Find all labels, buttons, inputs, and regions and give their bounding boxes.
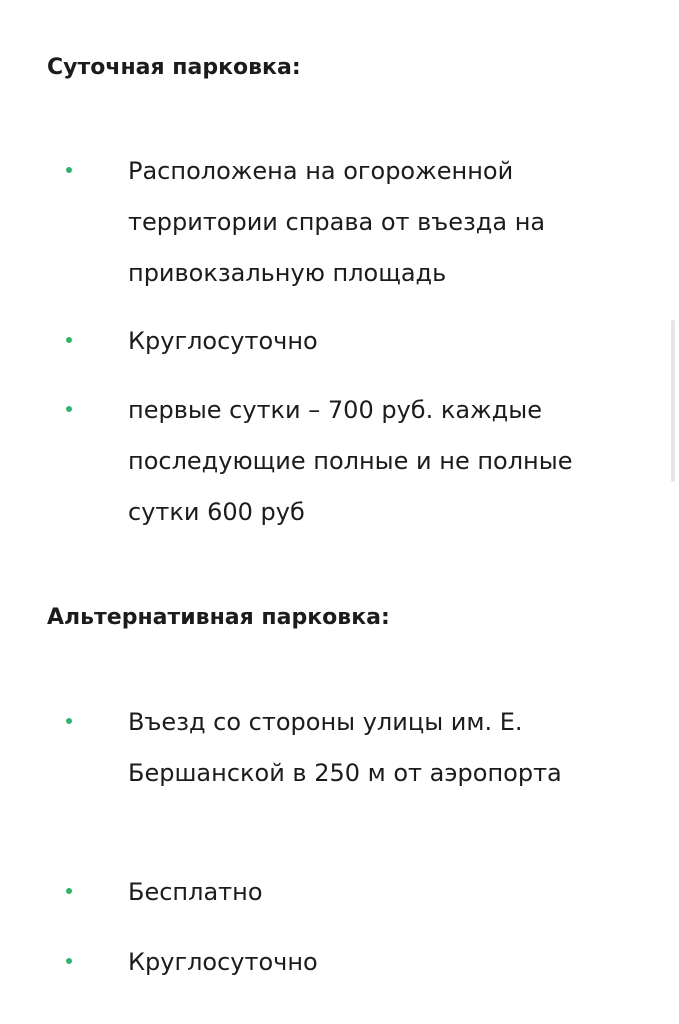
list-item-text: Въезд со стороны улицы им. Е. Бершанской в 250 м от аэропорта <box>128 708 562 787</box>
bullet-icon <box>66 958 72 964</box>
list-item-text: Круглосуточно <box>128 327 318 355</box>
scrollbar[interactable] <box>671 320 675 482</box>
list-item-text: Расположена на огороженной территории справа от въезда на привокзальную площадь <box>128 157 546 287</box>
bullet-icon <box>66 337 72 343</box>
bullet-icon <box>66 718 72 724</box>
bullet-icon <box>66 167 72 173</box>
bullet-icon <box>66 888 72 894</box>
daily-parking-heading: Суточная парковка: <box>47 55 301 80</box>
alternative-parking-heading: Альтернативная парковка: <box>47 605 390 630</box>
list-item-text: первые сутки – 700 руб. каждые последующие полные и не полные сутки 600 руб <box>128 396 573 526</box>
bullet-icon <box>66 406 72 412</box>
list-item-text: Бесплатно <box>128 878 263 906</box>
list-item-text: Круглосуточно <box>128 948 318 976</box>
